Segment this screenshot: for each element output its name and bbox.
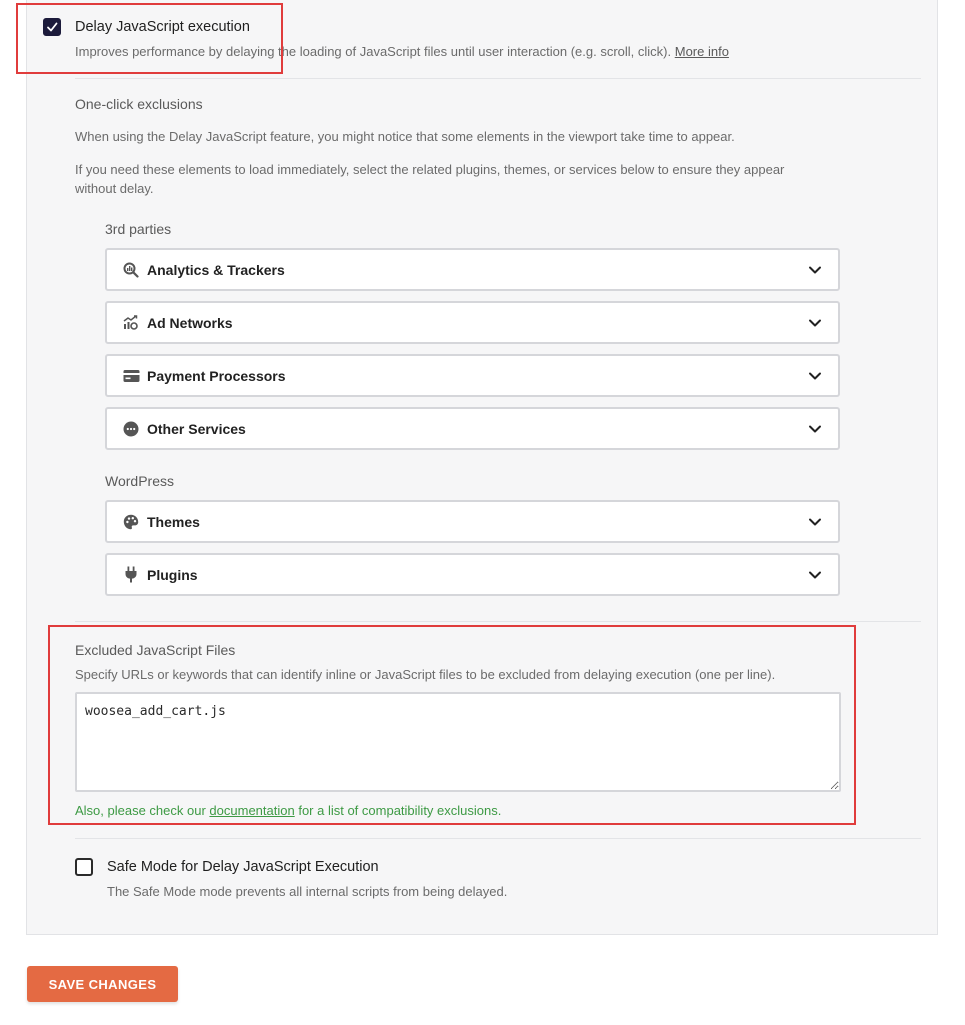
accordion-other-services[interactable]: [105, 407, 840, 450]
accordion-plugins[interactable]: [105, 553, 840, 596]
chevron-down-icon: [808, 316, 822, 330]
safe-mode-checkbox[interactable]: [75, 858, 93, 876]
divider: [75, 838, 921, 839]
delay-js-title: Delay JavaScript execution: [75, 19, 250, 35]
chevron-down-icon: [808, 515, 822, 529]
compatibility-note: Also, please check our documentation for a list of compatibility exclusions.: [75, 803, 502, 818]
excluded-js-files-label: Excluded JavaScript Files: [75, 642, 236, 658]
credit-card-icon: [122, 367, 140, 385]
safe-mode-title: Safe Mode for Delay JavaScript Execution: [107, 859, 379, 875]
excluded-js-files-textarea[interactable]: [75, 692, 841, 792]
one-click-exclusions-heading: One-click exclusions: [75, 96, 203, 112]
plug-icon: [122, 566, 140, 584]
delay-js-description: Improves performance by delaying the loading of JavaScript files until user interaction (e.g. scroll, click). More info: [75, 44, 729, 59]
accordion-label: Themes: [147, 513, 200, 530]
accordion-analytics-trackers[interactable]: [105, 248, 840, 291]
documentation-link[interactable]: documentation: [209, 803, 295, 818]
accordion-label: Plugins: [147, 566, 198, 583]
palette-icon: [122, 513, 140, 531]
chevron-down-icon: [808, 568, 822, 582]
checkmark-icon: [46, 21, 58, 33]
save-changes-button[interactable]: SAVE CHANGES: [27, 966, 178, 1002]
chevron-down-icon: [808, 369, 822, 383]
third-parties-label: 3rd parties: [105, 221, 172, 237]
chevron-down-icon: [808, 422, 822, 436]
exclusions-text-1: When using the Delay JavaScript feature, you might notice that some elements in the viewport take time to appear.: [75, 129, 735, 144]
excluded-js-files-description: Specify URLs or keywords that can identify inline or JavaScript files to be excluded from delaying execution (one per line).: [75, 667, 776, 682]
accordion-ad-networks[interactable]: [105, 301, 840, 344]
delay-js-checkbox[interactable]: [43, 18, 61, 36]
exclusions-text-2: If you need these elements to load immediately, select the related plugins, themes, or services below to ensure they appear without delay.: [75, 162, 785, 196]
accordion-label: Other Services: [147, 420, 246, 437]
chevron-down-icon: [808, 263, 822, 277]
analytics-icon: [122, 261, 140, 279]
accordion-label: Ad Networks: [147, 314, 233, 331]
divider: [75, 78, 921, 79]
accordion-themes[interactable]: [105, 500, 840, 543]
more-dots-icon: [122, 420, 140, 438]
accordion-label: Payment Processors: [147, 367, 286, 384]
divider: [75, 621, 921, 622]
accordion-label: Analytics & Trackers: [147, 261, 285, 278]
ad-networks-icon: [122, 314, 140, 332]
more-info-link[interactable]: More info: [674, 44, 729, 59]
wordpress-label: WordPress: [105, 473, 174, 489]
accordion-payment-processors[interactable]: [105, 354, 840, 397]
safe-mode-description: The Safe Mode mode prevents all internal scripts from being delayed.: [107, 884, 508, 899]
